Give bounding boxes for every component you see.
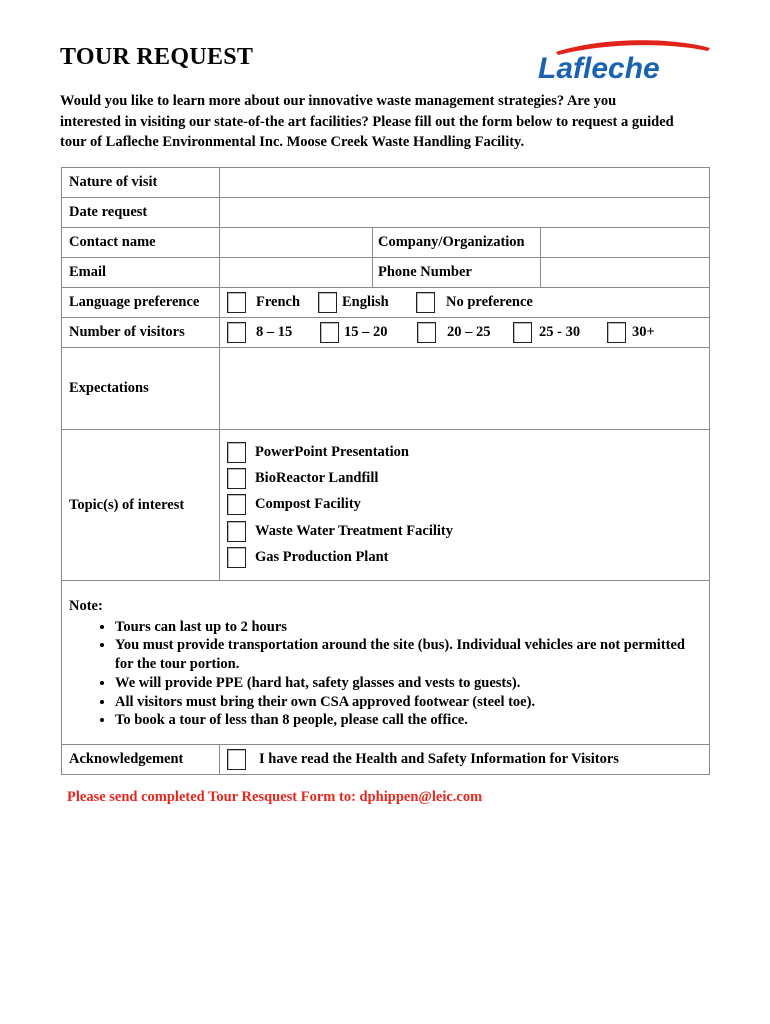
note-title: Note: xyxy=(69,598,103,614)
company-label: Company/Organization xyxy=(373,228,541,258)
company-field[interactable] xyxy=(541,228,710,258)
topic-label: PowerPoint Presentation xyxy=(255,443,409,460)
expectations-field[interactable] xyxy=(220,348,710,430)
topic-item xyxy=(227,518,702,544)
topics-label: Topic(s) of interest xyxy=(62,430,220,581)
topic-item xyxy=(227,439,702,465)
expectations-label: Expectations xyxy=(62,348,220,430)
language-label: Language preference xyxy=(62,288,220,318)
visitors-15-20-checkbox[interactable] xyxy=(320,322,339,343)
language-option-label: No preference xyxy=(446,294,533,310)
acknowledgement-label: Acknowledgement xyxy=(62,744,220,774)
send-instructions: Please send completed Tour Resquest Form to: dphippen@leic.com xyxy=(67,789,483,805)
topic-gas-production-checkbox[interactable] xyxy=(227,547,246,568)
topic-item xyxy=(227,465,702,491)
visitors-30-plus-checkbox[interactable] xyxy=(607,322,626,343)
visitors-option-label: 15 – 20 xyxy=(344,324,388,340)
email-label: Email xyxy=(62,258,220,288)
topic-item xyxy=(227,545,702,571)
nature-of-visit-label: Nature of visit xyxy=(62,168,220,198)
visitors-option-label: 20 – 25 xyxy=(447,324,491,340)
visitors-8-15-checkbox[interactable] xyxy=(227,322,246,343)
contact-name-field[interactable] xyxy=(220,228,373,258)
contact-name-label: Contact name xyxy=(62,228,220,258)
page-title: TOUR REQUEST xyxy=(60,44,254,70)
visitors-25-30-checkbox[interactable] xyxy=(513,322,532,343)
language-option-label: English xyxy=(342,294,389,310)
visitors-20-25-checkbox[interactable] xyxy=(417,322,436,343)
date-request-label: Date request xyxy=(62,198,220,228)
note-item: • To book a tour of less than 8 people, please call the office. xyxy=(115,711,702,730)
topic-label: BioReactor Landfill xyxy=(255,470,379,487)
note-item: • We will provide PPE (hard hat, safety glasses and vests to guests). xyxy=(115,674,702,693)
language-options xyxy=(220,288,710,318)
acknowledgement-checkbox[interactable] xyxy=(227,749,246,770)
logo-text: Lafleche xyxy=(538,52,660,84)
visitors-option-label: 25 - 30 xyxy=(539,324,581,340)
topic-bioreactor-checkbox[interactable] xyxy=(227,468,246,489)
acknowledgement-text: I have read the Health and Safety Information for Visitors xyxy=(259,750,619,767)
topic-label: Compost Facility xyxy=(255,496,361,513)
visitors-option-label: 30+ xyxy=(632,324,655,340)
lafleche-logo xyxy=(536,38,710,84)
topic-powerpoint-checkbox[interactable] xyxy=(227,442,246,463)
date-request-field[interactable] xyxy=(220,198,710,228)
email-field[interactable] xyxy=(220,258,373,288)
visitors-option-label: 8 – 15 xyxy=(256,324,293,340)
topics-list xyxy=(220,430,710,581)
note-item: • All visitors must bring their own CSA approved footwear (steel toe). xyxy=(115,693,702,712)
topic-label: Gas Production Plant xyxy=(255,549,389,566)
phone-field[interactable] xyxy=(541,258,710,288)
language-french-checkbox[interactable] xyxy=(227,292,246,313)
notes-list xyxy=(69,618,702,730)
visitors-label: Number of visitors xyxy=(62,318,220,348)
language-english-checkbox[interactable] xyxy=(318,292,337,313)
intro-paragraph: Would you like to learn more about our innovative waste management strategies? Are you interested in visiting our state-of-the art facilities? Please fill out the form below to request a guided tour of Lafleche Environmental Inc. Moose Creek Waste Handling Facility. xyxy=(60,93,674,150)
acknowledgement-cell xyxy=(220,744,710,774)
topic-label: Waste Water Treatment Facility xyxy=(255,522,453,539)
topic-item xyxy=(227,492,702,518)
topic-compost-checkbox[interactable] xyxy=(227,494,246,515)
nature-of-visit-field[interactable] xyxy=(220,168,710,198)
note-item: • You must provide transportation around the site (bus). Individual vehicles are not permitted for the tour portion. xyxy=(115,636,702,673)
notes-section xyxy=(62,581,710,745)
phone-label: Phone Number xyxy=(373,258,541,288)
language-option-label: French xyxy=(256,294,301,310)
visitors-options xyxy=(220,318,710,348)
language-no-preference-checkbox[interactable] xyxy=(416,292,435,313)
note-item: • Tours can last up to 2 hours xyxy=(115,618,702,637)
tour-request-form xyxy=(61,167,710,775)
topic-waste-water-checkbox[interactable] xyxy=(227,521,246,542)
